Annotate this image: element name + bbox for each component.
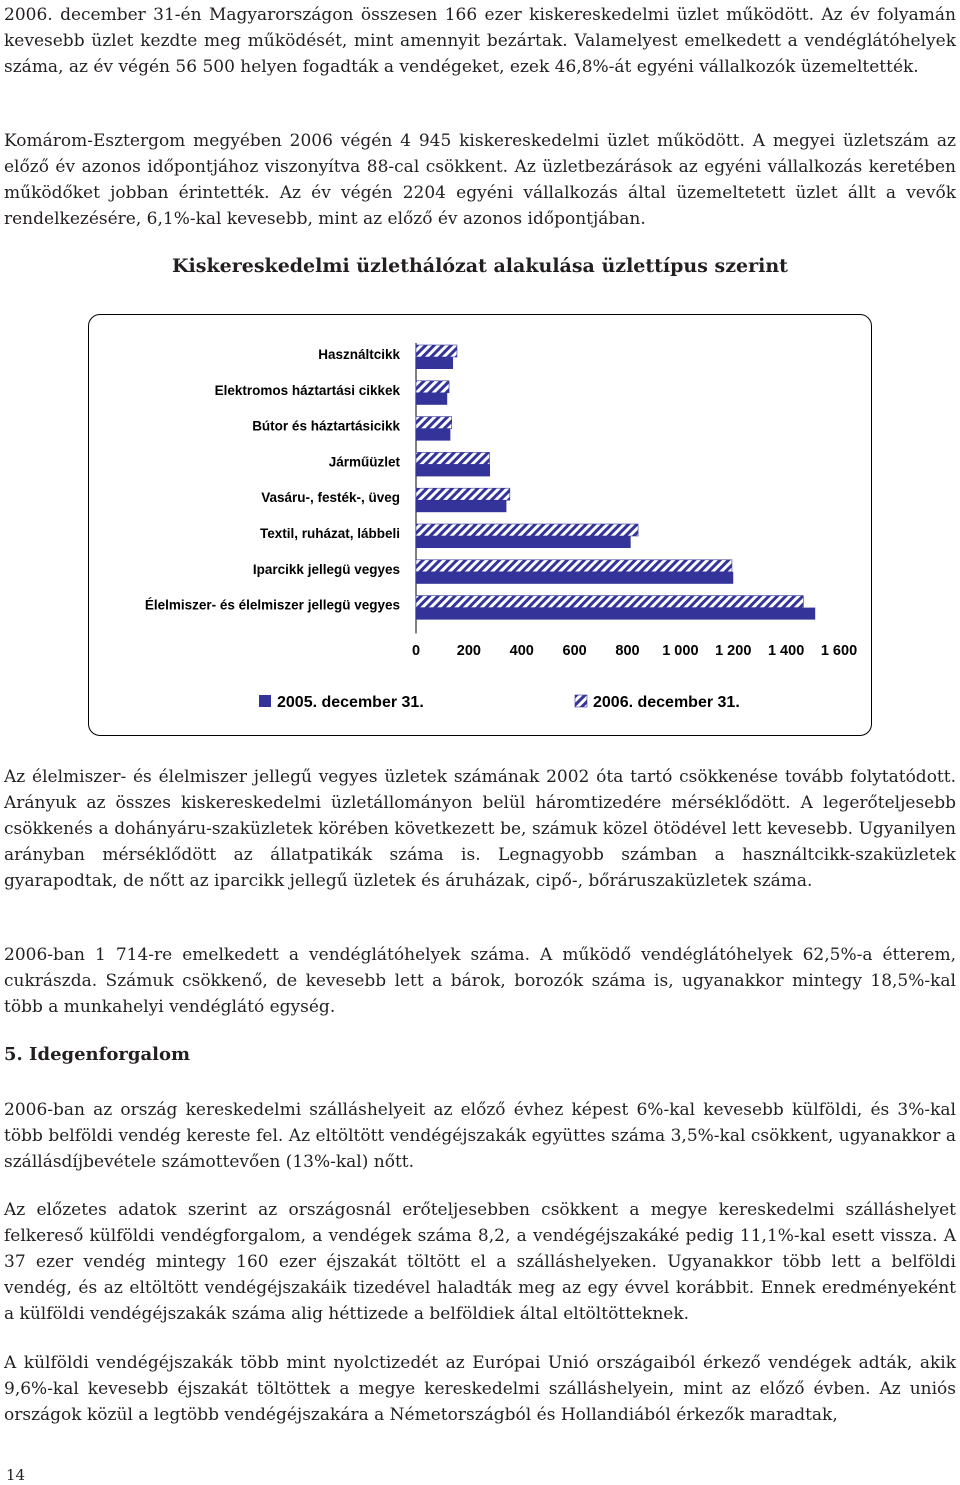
bar-2005: [416, 464, 490, 476]
section-title: 5. Idegenforgalom: [4, 1044, 191, 1065]
x-tick-label: 1 600: [820, 643, 858, 659]
bar-chart: [88, 314, 872, 736]
x-tick-label: 200: [456, 643, 481, 659]
category-label: Vasáru-, festék-, üveg: [261, 490, 400, 506]
intro-paragraph: 2006. december 31-én Magyarországon összesen 166 ezer kiskereskedelmi üzlet működött. Az év folyamán kevesebb üzlet kezdte meg működését, mint amennyit bezártak. Valamelyest emelkedett a vendéglátóhelyek száma, az év végén 56 500 helyen fogadták a vendégeket, ezek 46,8%-át egyéni vállalkozók üzemeltették.: [4, 5, 956, 77]
bar-2005: [416, 572, 733, 584]
tourism-paragraph-3: A külföldi vendégéjszakák több mint nyolctizedét az Európai Unió országaiból érkező vendégek adták, akik 9,6%-kal kevesebb éjszakát töltöttek a megye kereskedelmi szálláshelyein, mint az előző évben. Az uniós országok közül a legtöbb vendégéjszakára a Németországból és Hollandiából érkezők maradtak,: [4, 1353, 956, 1425]
bar-chart-svg: [89, 315, 871, 735]
bar-2006: [416, 524, 638, 536]
x-tick-label: 1 400: [767, 643, 805, 659]
legend-label-2005: 2005. december 31.: [277, 694, 424, 711]
legend-swatch-2005: [259, 695, 271, 707]
x-tick-label: 400: [509, 643, 534, 659]
catering-paragraph: 2006-ban 1 714-re emelkedett a vendéglátóhelyek száma. A működő vendéglátóhelyek 62,5%-a étterem, cukrászda. Számuk csökkenő, de kevesebb lett a bárok, borozók száma is, ugyanakkor mintegy 18,5%-kal több a munkahelyi vendéglátó egység.: [4, 945, 956, 1017]
category-label: Élelmiszer- és élelmiszer jellegü vegyes: [144, 597, 400, 613]
bar-2005: [416, 536, 631, 548]
category-label: Használtcikk: [318, 347, 400, 362]
category-label: Elektromos háztartási cikkek: [214, 382, 400, 398]
tourism-paragraph-1: 2006-ban az ország kereskedelmi szálláshelyeit az előző évhez képest 6%-kal kevesebb külföldi, és 3%-kal több belföldi vendég kereste fel. Az eltöltött vendégéjszakák együttes száma 3,5%-kal csökkent, ugyanakkor a szállásdíjbevétele számottevően (13%-kal) nőtt.: [4, 1100, 956, 1172]
bar-2005: [416, 393, 447, 405]
bar-2006: [416, 596, 803, 608]
bar-2006: [416, 452, 489, 464]
bar-2006: [416, 488, 510, 500]
x-tick-label: 1 000: [662, 643, 699, 659]
legend-label-2006: 2006. december 31.: [593, 694, 740, 711]
food-stores-paragraph: Az élelmiszer- és élelmiszer jellegű vegyes üzletek számának 2002 óta tartó csökkenése tovább folytatódott. Arányuk az összes kiskereskedelmi üzletállományon belül háromtizedére mérséklődött. A legerőteljesebb csökkenés a dohányáru-szaküzletek körében következett be, számuk közel ötödével lett kevesebb. Ugyanilyen arányban mérséklődött az állatpatikák száma is. Legnagyobb számban a használtcikk-szaküzletek gyarapodtak, de nőtt az iparcikk jellegű üzletek és áruházak, cipő-, bőráruszaküzletek száma.: [4, 767, 956, 891]
bar-2006: [416, 381, 449, 393]
category-label: Textil, ruházat, lábbeli: [259, 526, 400, 541]
bar-2006: [416, 417, 452, 429]
county-paragraph: Komárom-Esztergom megyében 2006 végén 4 945 kiskereskedelmi üzlet működött. A megyei üzletszám az előző év azonos időpontjához viszonyítva 88-cal csökkent. Az üzletbezárások az egyéni vállalkozás keretében működőket jobban érintették. Az év végén 2204 egyéni vállalkozás által üzemeltetett üzlet állt a vevők rendelkezésére, 6,1%-kal kevesebb, mint az előző év azonos időpontjában.: [4, 131, 956, 229]
bar-2005: [416, 500, 506, 512]
category-label: Bútor és háztartásicikk: [252, 418, 400, 434]
x-tick-label: 1 200: [715, 643, 752, 659]
legend-swatch-2006: [575, 695, 587, 707]
page-number: 14: [6, 1466, 26, 1484]
tourism-paragraph-2: Az előzetes adatok szerint az országosnál erőteljesebben csökkent a megye kereskedelmi szálláshelyet felkereső külföldi vendégforgalom, a vendégek száma 8,2, a vendégéjszakáké pedig 11,1%-kal esett vissza. A 37 ezer vendég mintegy 160 ezer éjszakát töltött el a szálláshelyeken. Ugyanakkor több lett a belföldi vendég, és az eltöltött vendégéjszakáik tizedével haladták meg az egy évvel korábbit. Ennek eredményeként a külföldi vendégéjszakák száma alig héttizede a belföldiek által eltöltötteknek.: [4, 1200, 956, 1324]
bar-2005: [416, 357, 453, 369]
bar-2005: [416, 608, 815, 620]
bar-2006: [416, 345, 457, 357]
category-label: Iparcikk jellegü vegyes: [252, 561, 400, 577]
bar-2005: [416, 429, 450, 441]
x-tick-label: 0: [411, 643, 421, 659]
chart-title: Kiskereskedelmi üzlethálózat alakulása üzlettípus szerint: [172, 255, 788, 277]
bar-2006: [416, 560, 732, 572]
x-tick-label: 800: [615, 643, 640, 659]
category-label: Járműüzlet: [328, 454, 400, 470]
x-tick-label: 600: [562, 643, 587, 659]
